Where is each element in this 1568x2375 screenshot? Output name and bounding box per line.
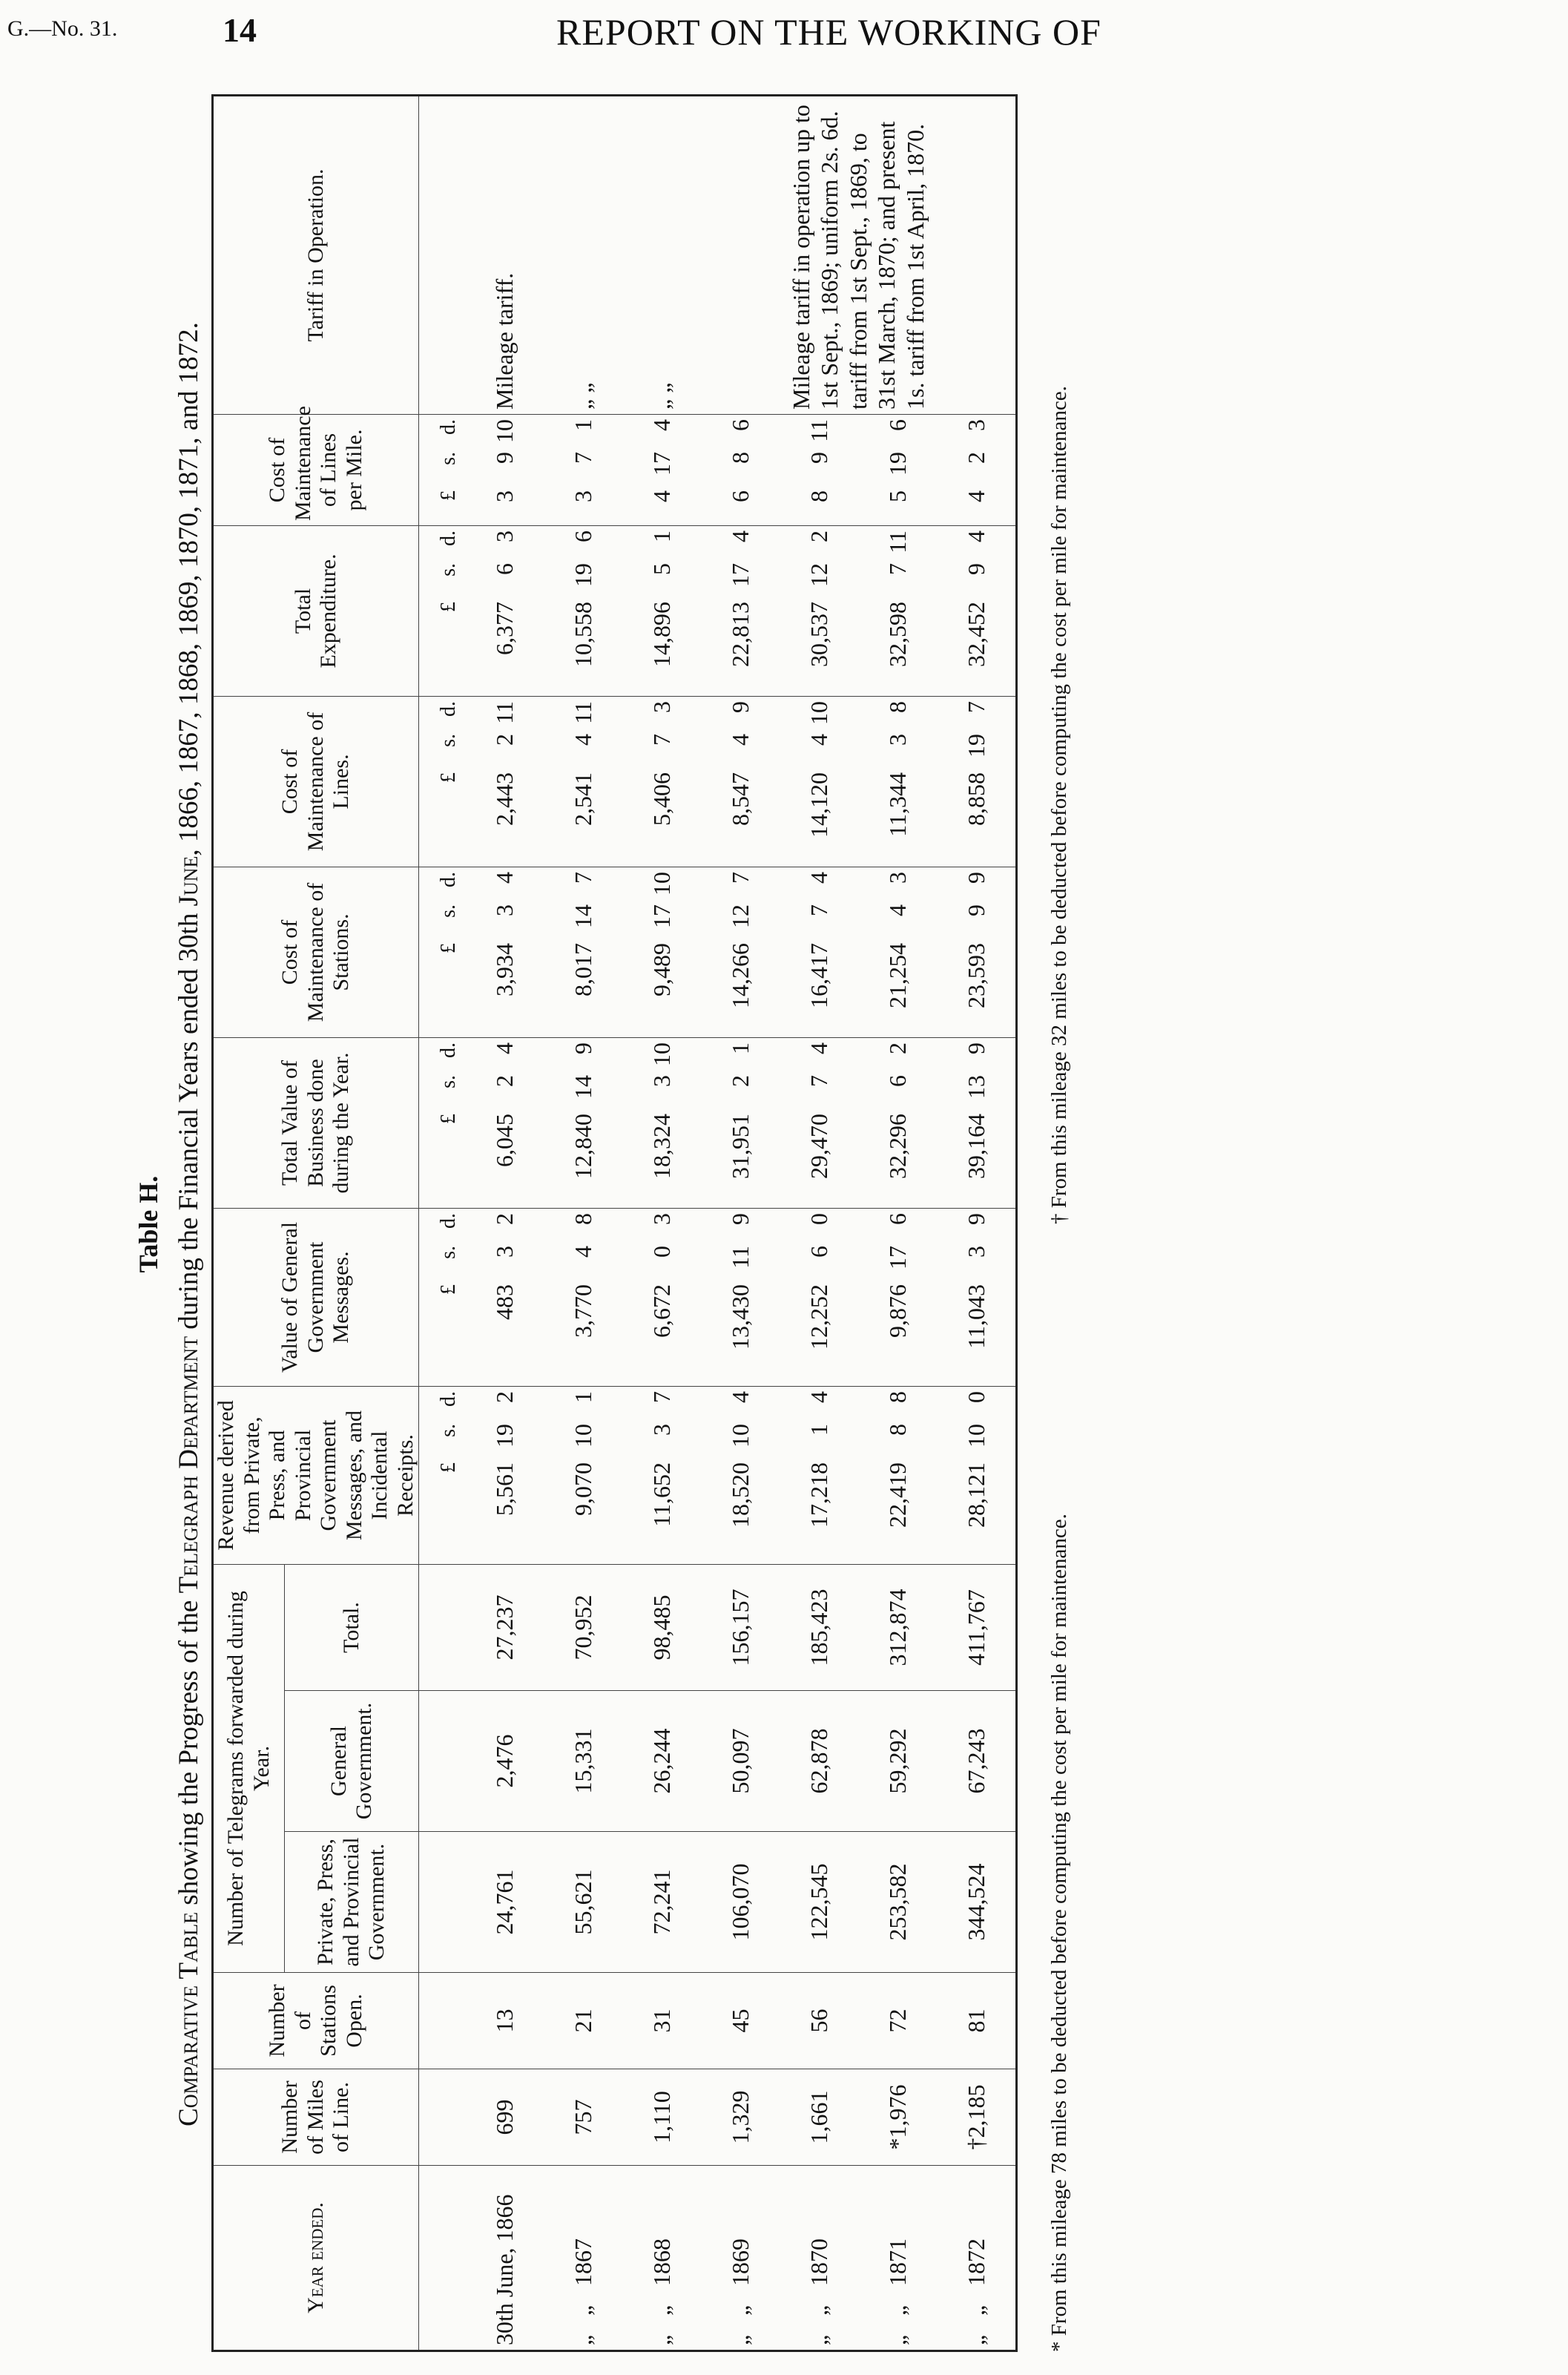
tv-money-cell: 18,324310 — [622, 1037, 701, 1208]
cm-money-cell: 686 — [701, 414, 780, 525]
year-cell: „„1870 — [780, 2166, 858, 2351]
table-caption: Comparative Table showing the Progress of the Telegraph Department during the Financial Years ended 30th June, 1866, 1867, 1868, 1869, 1870, 1871, and 1872. — [174, 322, 204, 2126]
tv-money-cell: 29,47074 — [780, 1037, 858, 1208]
units-row — [419, 95, 466, 2351]
miles-cell: 699 — [465, 2069, 544, 2166]
cs-money-cell: 3,93434 — [465, 867, 544, 1037]
table-row — [780, 95, 858, 2351]
te-money-cell: 14,89651 — [622, 525, 701, 696]
rev-money-cell: 18,520104 — [701, 1386, 780, 1564]
te-money-cell: 30,537122 — [780, 525, 858, 696]
unit-l: £ — [437, 1113, 460, 1124]
cs-money-cell: 21,25443 — [858, 867, 937, 1037]
tariff-cell: Mileage tariff. — [465, 95, 544, 414]
page-header — [0, 0, 1568, 59]
cm-money-cell: 4174 — [622, 414, 701, 525]
unit-s: s. — [437, 904, 460, 918]
unit-d: d. — [437, 530, 460, 546]
rev-money-cell: 22,41988 — [858, 1386, 937, 1564]
cs-money-cell: 14,266127 — [701, 867, 780, 1037]
table-label: Table H. — [134, 1175, 163, 1273]
private-cell: 344,524 — [937, 1832, 1017, 1973]
total-cell: 70,952 — [544, 1564, 622, 1690]
cl-money-cell: 8,858197 — [937, 696, 1017, 867]
tv-money-cell: 12,840149 — [544, 1037, 622, 1208]
stations-cell: 13 — [465, 1973, 544, 2069]
header-revenue: Revenue derived from Private, Press, and Provincial Government Messages, and Incidental Receipts. — [213, 1386, 419, 1564]
unit-s: s. — [437, 1074, 460, 1088]
miles-cell: †2,185 — [937, 2069, 1017, 2166]
miles-cell: 1,329 — [701, 2069, 780, 2166]
header-tariff: Tariff in Operation. — [213, 95, 419, 414]
rotated-table-region — [124, 96, 1444, 2352]
gov-money-cell: 9,876176 — [858, 1208, 937, 1386]
general-cell: 59,292 — [858, 1691, 937, 1832]
header-general: General Government. — [285, 1691, 419, 1832]
tv-money-cell: 6,04524 — [465, 1037, 544, 1208]
private-cell: 24,761 — [465, 1832, 544, 1973]
gov-money-cell: 11,04339 — [937, 1208, 1017, 1386]
year-cell: 30th June, 1866 — [465, 2166, 544, 2351]
header-private: Private, Press, and Provincial Government. — [285, 1832, 419, 1973]
table-row — [622, 95, 701, 2351]
header-stations: Number of Stations Open. — [213, 1973, 419, 2069]
year-cell: „„1868 — [622, 2166, 701, 2351]
cm-money-cell: 371 — [544, 414, 622, 525]
running-title: REPORT ON THE WORKING OF — [556, 11, 1101, 53]
gov-money-cell: 6,67203 — [622, 1208, 701, 1386]
tariff-cell: „ „ — [544, 95, 622, 414]
miles-cell: 1,110 — [622, 2069, 701, 2166]
comparative-table — [211, 94, 1018, 2352]
te-money-cell: 10,558196 — [544, 525, 622, 696]
te-money-cell: 22,813174 — [701, 525, 780, 696]
total-cell: 312,874 — [858, 1564, 937, 1690]
miles-cell: 757 — [544, 2069, 622, 2166]
cm-money-cell: 423 — [937, 414, 1017, 525]
year-cell: „„1867 — [544, 2166, 622, 2351]
cl-money-cell: 14,120410 — [780, 696, 858, 867]
total-cell: 156,157 — [701, 1564, 780, 1690]
stations-cell: 56 — [780, 1973, 858, 2069]
tariff-cell: Mileage tariff in operation up to 1st Sept., 1869; uniform 2s. 6d. tariff from 1st Sept., 1869, to 31st March, 1870; and present 1s. tariff from 1st April, 1870. — [701, 95, 1017, 414]
cl-money-cell: 5,40673 — [622, 696, 701, 867]
footnotes — [1018, 96, 1107, 2352]
gov-money-cell: 13,430119 — [701, 1208, 780, 1386]
unit-s: s. — [437, 1245, 460, 1259]
total-cell: 98,485 — [622, 1564, 701, 1690]
gov-money-cell: 48332 — [465, 1208, 544, 1386]
header-cost-lines: Cost of Maintenance of Lines. — [213, 696, 419, 867]
rev-money-cell: 11,65237 — [622, 1386, 701, 1564]
header-total: Total. — [285, 1564, 419, 1690]
stations-cell: 72 — [858, 1973, 937, 2069]
tv-money-cell: 32,29662 — [858, 1037, 937, 1208]
rev-money-cell: 17,21814 — [780, 1386, 858, 1564]
general-cell: 2,476 — [465, 1691, 544, 1832]
cs-money-cell: 9,4891710 — [622, 867, 701, 1037]
tariff-cell: „ „ — [622, 95, 701, 414]
unit-l: £ — [437, 1462, 460, 1473]
year-cell: „„1869 — [701, 2166, 780, 2351]
gov-money-cell: 3,77048 — [544, 1208, 622, 1386]
rev-money-cell: 9,070101 — [544, 1386, 622, 1564]
table-row — [858, 95, 937, 2351]
te-money-cell: 32,45294 — [937, 525, 1017, 696]
general-cell: 50,097 — [701, 1691, 780, 1832]
tv-money-cell: 39,164139 — [937, 1037, 1017, 1208]
header-total-value: Total Value of Business done during the Year. — [213, 1037, 419, 1208]
te-money-cell: 32,598711 — [858, 525, 937, 696]
unit-l: £ — [437, 772, 460, 783]
unit-s: s. — [437, 733, 460, 747]
unit-d: d. — [437, 700, 460, 717]
table-row — [465, 95, 544, 2351]
gov-money-cell: 12,25260 — [780, 1208, 858, 1386]
private-cell: 106,070 — [701, 1832, 780, 1973]
general-cell: 15,331 — [544, 1691, 622, 1832]
private-cell: 72,241 — [622, 1832, 701, 1973]
unit-d: d. — [437, 1390, 460, 1407]
total-cell: 411,767 — [937, 1564, 1017, 1690]
unit-d: d. — [437, 871, 460, 887]
stations-cell: 21 — [544, 1973, 622, 2069]
cs-money-cell: 8,017147 — [544, 867, 622, 1037]
private-cell: 253,582 — [858, 1832, 937, 1973]
header-total-expenditure: Total Expenditure. — [213, 525, 419, 696]
unit-l: £ — [437, 601, 460, 612]
rev-money-cell: 28,121100 — [937, 1386, 1017, 1564]
unit-l: £ — [437, 1284, 460, 1295]
cm-money-cell: 8911 — [780, 414, 858, 525]
unit-d: d. — [437, 1212, 460, 1229]
stations-cell: 45 — [701, 1973, 780, 2069]
miles-cell: 1,661 — [780, 2069, 858, 2166]
private-cell: 122,545 — [780, 1832, 858, 1973]
table-row — [937, 95, 1017, 2351]
year-cell: „„1872 — [937, 2166, 1017, 2351]
footnote-star: * From this mileage 78 miles to be deducted before computing the cost per mile for maintenance. — [1047, 1514, 1071, 2352]
total-cell: 27,237 — [465, 1564, 544, 1690]
te-money-cell: 6,37763 — [465, 525, 544, 696]
cm-money-cell: 3910 — [465, 414, 544, 525]
header-year: Year ended. — [213, 2166, 419, 2351]
tv-money-cell: 31,95121 — [701, 1037, 780, 1208]
table-row — [544, 95, 622, 2351]
cl-money-cell: 8,54749 — [701, 696, 780, 867]
unit-d: d. — [437, 1042, 460, 1058]
general-cell: 26,244 — [622, 1691, 701, 1832]
unit-s: s. — [437, 451, 460, 465]
cs-money-cell: 16,41774 — [780, 867, 858, 1037]
header-telegrams: Number of Telegrams forwarded during Year. — [213, 1564, 285, 1972]
header-cost-stations: Cost of Maintenance of Stations. — [213, 867, 419, 1037]
header-cost-per-mile: Cost of Maintenance of Lines per Mile. — [213, 414, 419, 525]
unit-l: £ — [437, 490, 460, 501]
private-cell: 55,621 — [544, 1832, 622, 1973]
general-cell: 62,878 — [780, 1691, 858, 1832]
cm-money-cell: 5196 — [858, 414, 937, 525]
page-number: 14 — [223, 11, 257, 49]
stations-cell: 31 — [622, 1973, 701, 2069]
stations-cell: 81 — [937, 1973, 1017, 2069]
unit-d: d. — [437, 418, 460, 435]
total-cell: 185,423 — [780, 1564, 858, 1690]
header-miles: Number of Miles of Line. — [213, 2069, 419, 2166]
unit-l: £ — [437, 942, 460, 953]
unit-s: s. — [437, 1423, 460, 1437]
miles-cell: *1,976 — [858, 2069, 937, 2166]
cl-money-cell: 2,541411 — [544, 696, 622, 867]
year-cell: „„1871 — [858, 2166, 937, 2351]
unit-s: s. — [437, 562, 460, 576]
cl-money-cell: 2,443211 — [465, 696, 544, 867]
header-value-gov: Value of General Government Messages. — [213, 1208, 419, 1386]
table-row — [701, 95, 780, 2351]
paper-reference: G.—No. 31. — [7, 16, 118, 41]
general-cell: 67,243 — [937, 1691, 1017, 1832]
rev-money-cell: 5,561192 — [465, 1386, 544, 1564]
cl-money-cell: 11,34438 — [858, 696, 937, 867]
cs-money-cell: 23,59399 — [937, 867, 1017, 1037]
footnote-dagger: † From this mileage 32 miles to be deducted before computing the cost per mile for maintenance. — [1047, 386, 1071, 1224]
